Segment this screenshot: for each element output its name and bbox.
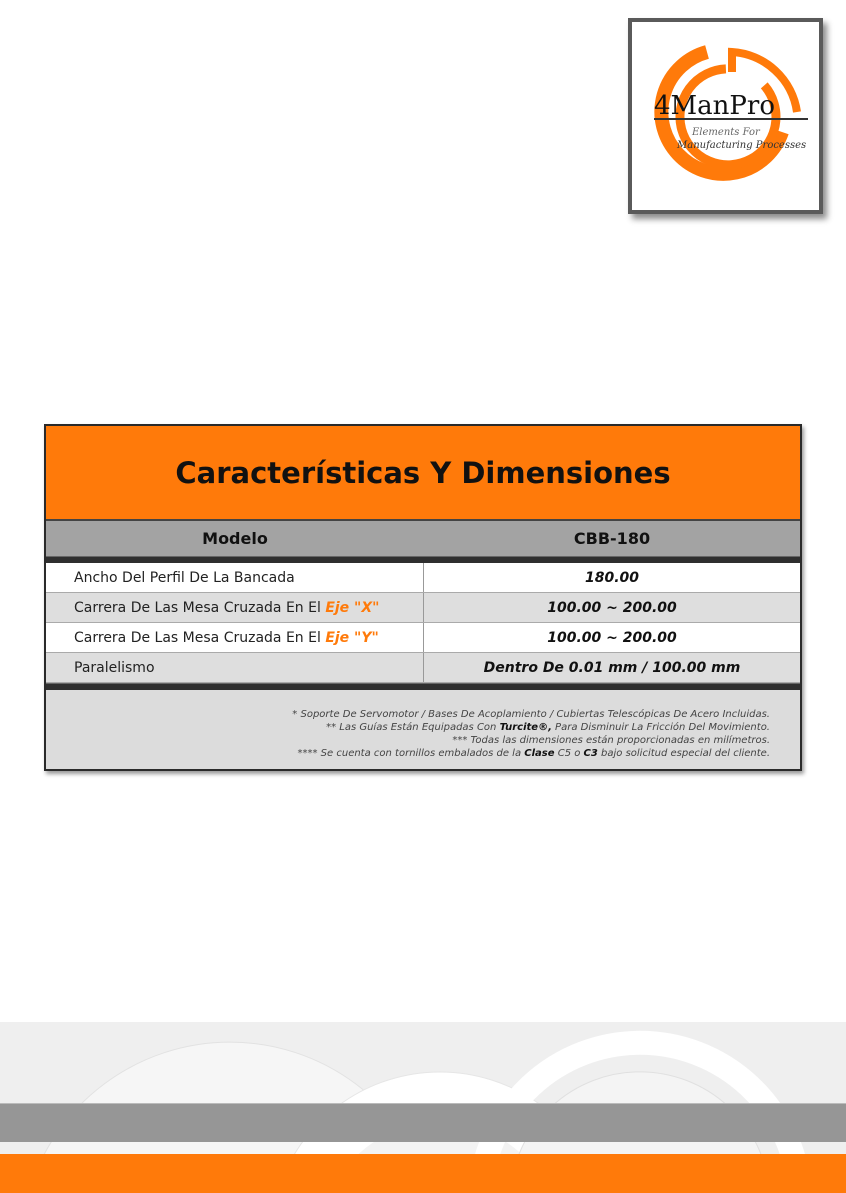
specifications-table [44, 424, 802, 771]
gray-stripe [0, 1103, 846, 1142]
note-1: * Soporte De Servomotor / Bases De Acoplamiento / Cubiertas Telescópicas De Acero Incluidas. [292, 709, 770, 720]
header-model: Modelo [202, 529, 268, 548]
row-label: Carrera De Las Mesa Cruzada En El [74, 629, 321, 646]
axis-highlight: Eje "X" [325, 599, 380, 616]
row-value: 100.00 ~ 200.00 [547, 599, 677, 616]
row-label: Ancho Del Perfil De La Bancada [74, 569, 295, 586]
footer-decoration [0, 1022, 846, 1193]
row-label: Paralelismo [74, 659, 155, 676]
row-value: 100.00 ~ 200.00 [547, 629, 677, 646]
table-row [46, 653, 800, 683]
table-row [46, 563, 800, 593]
orange-stripe [0, 1154, 846, 1193]
note-2: ** Las Guías Están Equipadas Con Turcite®, Para Disminuir La Fricción Del Movimiento. [326, 722, 770, 733]
svg-text:Elements For: Elements For [692, 127, 760, 138]
table-header [46, 521, 800, 556]
header-model-value: CBB-180 [573, 529, 651, 548]
note-3: *** Todas las dimensiones están proporcionadas en milímetros. [452, 735, 770, 746]
row-value: Dentro De 0.01 mm / 100.00 mm [483, 659, 741, 676]
svg-text:Manufacturing Processes: Manufacturing Processes [677, 140, 807, 151]
table-row [46, 623, 800, 653]
table-title: Características Y Dimensiones [46, 426, 800, 521]
row-label: Carrera De Las Mesa Cruzada En El [74, 599, 321, 616]
company-logo [628, 18, 823, 214]
divider [46, 683, 800, 690]
footnotes [46, 690, 800, 760]
divider [46, 556, 800, 563]
note-4: **** Se cuenta con tornillos embalados de la Clase C5 o C3 bajo solicitud especial del cliente. [297, 748, 770, 759]
table-row [46, 593, 800, 623]
row-value: 180.00 [584, 569, 640, 586]
svg-text:4ManPro: 4ManPro [654, 91, 775, 121]
axis-highlight: Eje "Y" [325, 629, 379, 646]
